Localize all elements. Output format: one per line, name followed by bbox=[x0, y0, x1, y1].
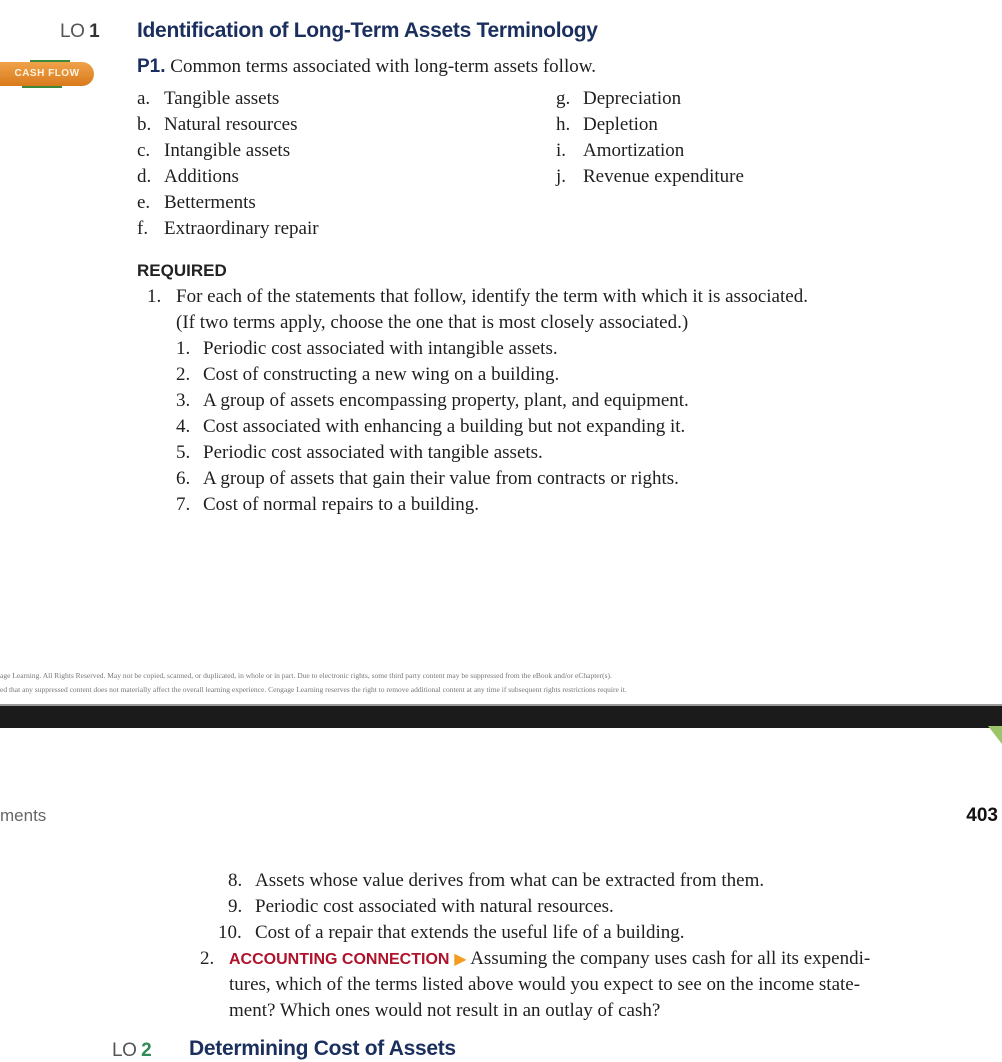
term-letter: e. bbox=[137, 192, 151, 213]
statement-text: Cost of normal repairs to a building. bbox=[203, 494, 479, 515]
statement-text: A group of assets that gain their value from contracts or rights. bbox=[203, 468, 679, 489]
term-text: Tangible assets bbox=[164, 88, 280, 109]
term-letter: a. bbox=[137, 88, 151, 109]
term-text: Natural resources bbox=[164, 114, 298, 135]
requirement-1-line2: (If two terms apply, choose the one that is most closely associated.) bbox=[176, 312, 689, 333]
term-letter: j. bbox=[556, 166, 567, 187]
page-number: 403 bbox=[966, 805, 998, 826]
problem-heading bbox=[137, 56, 596, 78]
statement-item bbox=[176, 466, 689, 492]
arrow-left-icon bbox=[22, 86, 62, 88]
lo-text: LO bbox=[112, 1040, 137, 1061]
copyright-notice bbox=[0, 669, 627, 697]
statement-number: 3. bbox=[176, 390, 191, 411]
statement-number: 9. bbox=[228, 896, 243, 917]
term-text: Depletion bbox=[583, 114, 658, 135]
requirement-2-line3: ment? Which ones would not result in an outlay of cash? bbox=[229, 1000, 661, 1021]
statement-item bbox=[176, 414, 689, 440]
requirement-2-line2: tures, which of the terms listed above would you expect to see on the income state- bbox=[229, 974, 861, 995]
required-heading: REQUIRED bbox=[137, 261, 227, 280]
requirement-2 bbox=[200, 946, 870, 973]
next-section-title: Determining Cost of Assets bbox=[189, 1037, 456, 1060]
statement-text: Cost associated with enhancing a building but not expanding it. bbox=[203, 416, 686, 437]
triangle-arrow-right-icon: ▶ bbox=[454, 951, 467, 968]
statement-number: 1. bbox=[176, 338, 191, 359]
statement-number: 6. bbox=[176, 468, 191, 489]
term-letter: d. bbox=[137, 166, 152, 187]
lo-number: 2 bbox=[141, 1040, 152, 1061]
requirement-text: For each of the statements that follow, identify the term with which it is associated. bbox=[176, 286, 808, 307]
term-item bbox=[556, 138, 744, 164]
statement-text: A group of assets encompassing property, plant, and equipment. bbox=[203, 390, 689, 411]
statement-item bbox=[228, 868, 764, 894]
statement-number: 4. bbox=[176, 416, 191, 437]
arrow-right-icon bbox=[30, 60, 70, 62]
statement-item bbox=[176, 440, 689, 466]
copyright-line-1: age Learning. All Rights Reserved. May not be copied, scanned, or duplicated, in whole or in part. Due to electronic rights, some third party content may be suppressed from the eBook and/or eChapter(s). bbox=[0, 671, 612, 680]
statement-number: 5. bbox=[176, 442, 191, 463]
statement-number: 10. bbox=[218, 922, 242, 943]
term-text: Revenue expenditure bbox=[583, 166, 744, 187]
term-letter: b. bbox=[137, 114, 152, 135]
term-letter: g. bbox=[556, 88, 571, 109]
cash-flow-badge bbox=[0, 62, 94, 86]
statement-item bbox=[176, 362, 689, 388]
terms-list-right bbox=[556, 86, 744, 190]
term-letter: i. bbox=[556, 140, 567, 161]
statement-item bbox=[176, 388, 689, 414]
requirement-number: 1. bbox=[147, 286, 162, 307]
requirement-1 bbox=[147, 284, 808, 310]
term-text: Betterments bbox=[164, 192, 256, 213]
requirement-number: 2. bbox=[200, 948, 215, 969]
term-text: Amortization bbox=[583, 140, 685, 161]
term-text: Additions bbox=[164, 166, 239, 187]
term-text: Intangible assets bbox=[164, 140, 291, 161]
statements-list bbox=[176, 336, 689, 518]
term-item bbox=[137, 164, 319, 190]
term-item bbox=[137, 112, 319, 138]
term-text: Extraordinary repair bbox=[164, 218, 319, 239]
term-item bbox=[556, 164, 744, 190]
term-item bbox=[137, 216, 319, 242]
statement-text: Periodic cost associated with tangible assets. bbox=[203, 442, 543, 463]
statement-number: 7. bbox=[176, 494, 191, 515]
statement-number: 8. bbox=[228, 870, 243, 891]
problem-id: P1. bbox=[137, 56, 166, 77]
term-item bbox=[137, 138, 319, 164]
term-letter: c. bbox=[137, 140, 151, 161]
copyright-line-2: ed that any suppressed content does not materially affect the overall learning experience. Cengage Learning reserves the right to remove additional content at any time if subsequent rights restrictions require it. bbox=[0, 685, 627, 694]
cash-flow-label: CASH FLOW bbox=[14, 68, 80, 79]
statement-text: Cost of a repair that extends the useful life of a building. bbox=[255, 922, 685, 943]
page-corner-tab bbox=[988, 726, 1002, 744]
statement-item bbox=[176, 336, 689, 362]
statement-text: Assets whose value derives from what can be extracted from them. bbox=[255, 870, 765, 891]
term-item bbox=[556, 86, 744, 112]
requirement-text: Assuming the company uses cash for all its expendi- bbox=[470, 948, 871, 969]
statement-text: Cost of constructing a new wing on a building. bbox=[203, 364, 560, 385]
term-text: Depreciation bbox=[583, 88, 682, 109]
statement-item bbox=[228, 894, 764, 920]
problem-intro: Common terms associated with long-term assets follow. bbox=[170, 56, 596, 77]
terms-list-left bbox=[137, 86, 319, 242]
lo-text: LO bbox=[60, 21, 85, 42]
lo-number: 1 bbox=[89, 21, 100, 42]
page-divider bbox=[0, 704, 1002, 728]
statement-number: 2. bbox=[176, 364, 191, 385]
term-item bbox=[137, 86, 319, 112]
term-letter: h. bbox=[556, 114, 571, 135]
lo-marker bbox=[60, 21, 99, 43]
statements-list-continued bbox=[218, 868, 765, 946]
term-item bbox=[556, 112, 744, 138]
section-title: Identification of Long-Term Assets Terminology bbox=[137, 19, 598, 42]
statement-text: Periodic cost associated with natural resources. bbox=[255, 896, 614, 917]
statement-text: Periodic cost associated with intangible assets. bbox=[203, 338, 558, 359]
running-head: ments bbox=[0, 806, 47, 825]
statement-item bbox=[218, 920, 764, 946]
accounting-connection-tag: ACCOUNTING CONNECTION bbox=[229, 951, 450, 968]
statement-item bbox=[176, 492, 689, 518]
term-item bbox=[137, 190, 319, 216]
term-letter: f. bbox=[137, 218, 149, 239]
